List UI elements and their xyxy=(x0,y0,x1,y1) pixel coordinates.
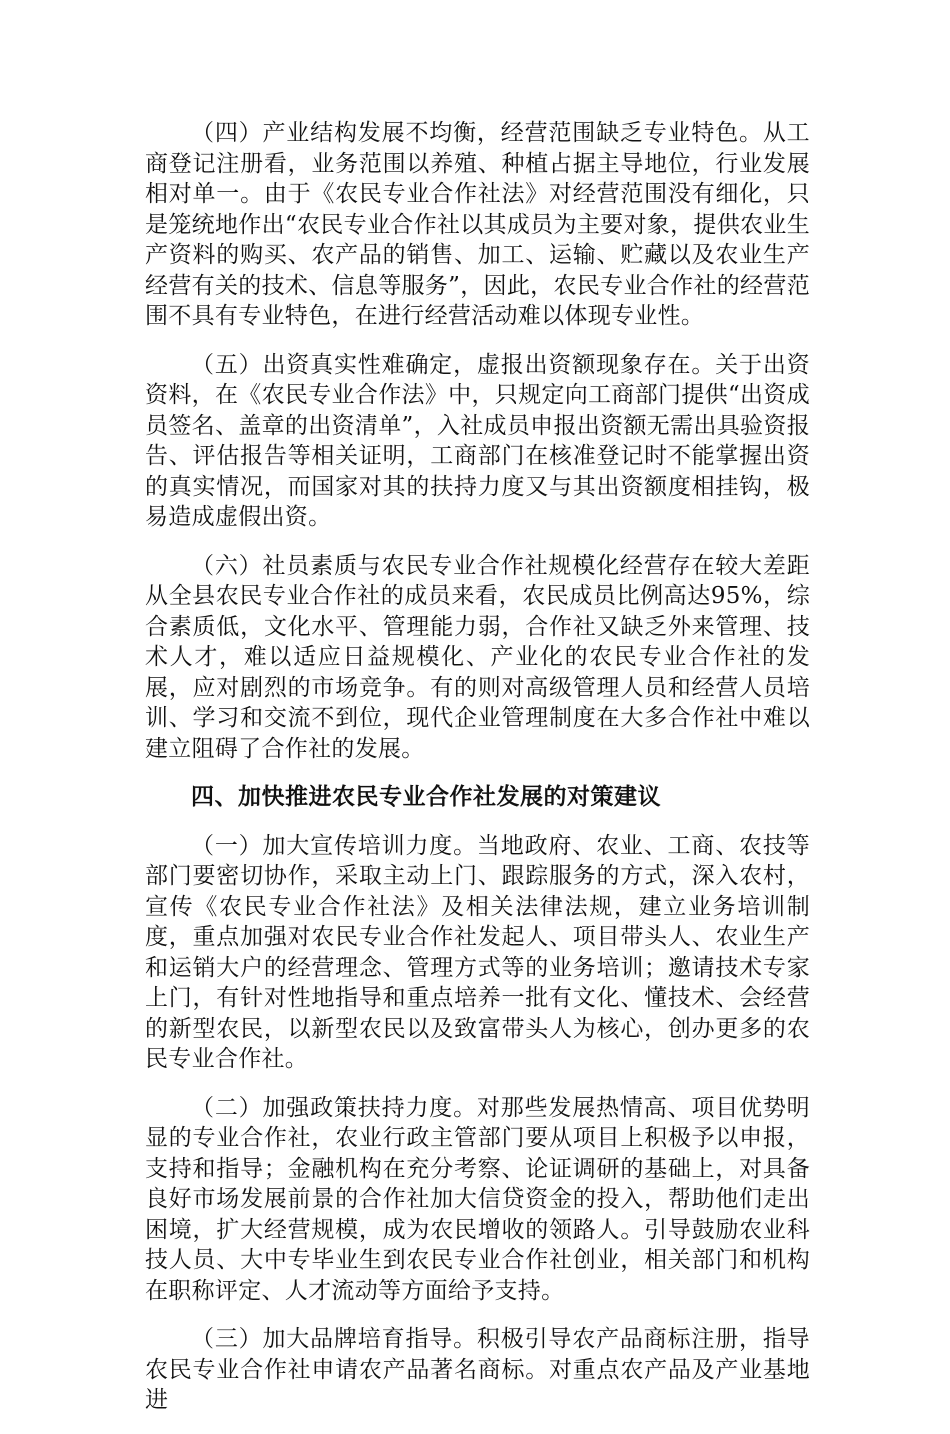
suggestion-two: （二）加强政策扶持力度。对那些发展热情高、项目优势明显的专业合作社，农业行政主管部门要从项目上积极予以申报，支持和指导；金融机构在充分考察、论证调研的基础上，对具备良好市场发展前景的合作社加大信贷资金的投入，帮助他们走出困境，扩大经营规模，成为农民增收的领路人。引导鼓励农业科技人员、大中专毕业生到农民专业合作社创业，相关部门和机构在职称评定、人才流动等方面给予支持。 xyxy=(145,1094,810,1304)
paragraph-four: （四）产业结构发展不均衡，经营范围缺乏专业特色。从工商登记注册看，业务范围以养殖、种植占据主导地位，行业发展相对单一。由于《农民专业合作社法》对经营范围没有细化，只是笼统地作出“农民专业合作社以其成员为主要对象，提供农业生产资料的购买、农产品的销售、加工、运输、贮藏以及农业生产经营有关的技术、信息等服务”，因此，农民专业合作社的经营范围不具有专业特色，在进行经营活动难以体现专业性。 xyxy=(145,120,810,329)
paragraph-five: （五）出资真实性难确定，虚报出资额现象存在。关于出资资料，在《农民专业合作法》中，只规定向工商部门提供“出资成员签名、盖章的出资清单”，入社成员申报出资额无需出具验资报告、评估报告等相关证明，工商部门在核准登记时不能掌握出资的真实情况，而国家对其的扶持力度又与其出资额度相挂钩，极易造成虚假出资。 xyxy=(145,351,810,530)
paragraph-six: （六）社员素质与农民专业合作社规模化经营存在较大差距从全县农民专业合作社的成员来看，农民成员比例高达95%，综合素质低，文化水平、管理能力弱，合作社又缺乏外来管理、技术人才，难以适应日益规模化、产业化的农民专业合作社的发展，应对剧烈的市场竞争。有的则对高级管理人员和经营人员培训、学习和交流不到位，现代企业管理制度在大多合作社中难以建立阻碍了合作社的发展。 xyxy=(145,552,810,762)
suggestion-one: （一）加大宣传培训力度。当地政府、农业、工商、农技等部门要密切协作，采取主动上门、跟踪服务的方式，深入农村，宣传《农民专业合作社法》及相关法律法规，建立业务培训制度，重点加强对农民专业合作社发起人、项目带头人、农业生产和运销大户的经营理念、管理方式等的业务培训；邀请技术专家上门，有针对性地指导和重点培养一批有文化、懂技术、会经营的新型农民，以新型农民以及致富带头人为核心，创办更多的农民专业合作社。 xyxy=(145,832,810,1072)
suggestion-three: （三）加大品牌培育指导。积极引导农产品商标注册，指导农民专业合作社申请农产品著名商标。对重点农产品及产业基地进 xyxy=(145,1326,810,1413)
document-page xyxy=(145,118,810,1434)
section-heading: 四、加快推进农民专业合作社发展的对策建议 xyxy=(191,784,661,810)
